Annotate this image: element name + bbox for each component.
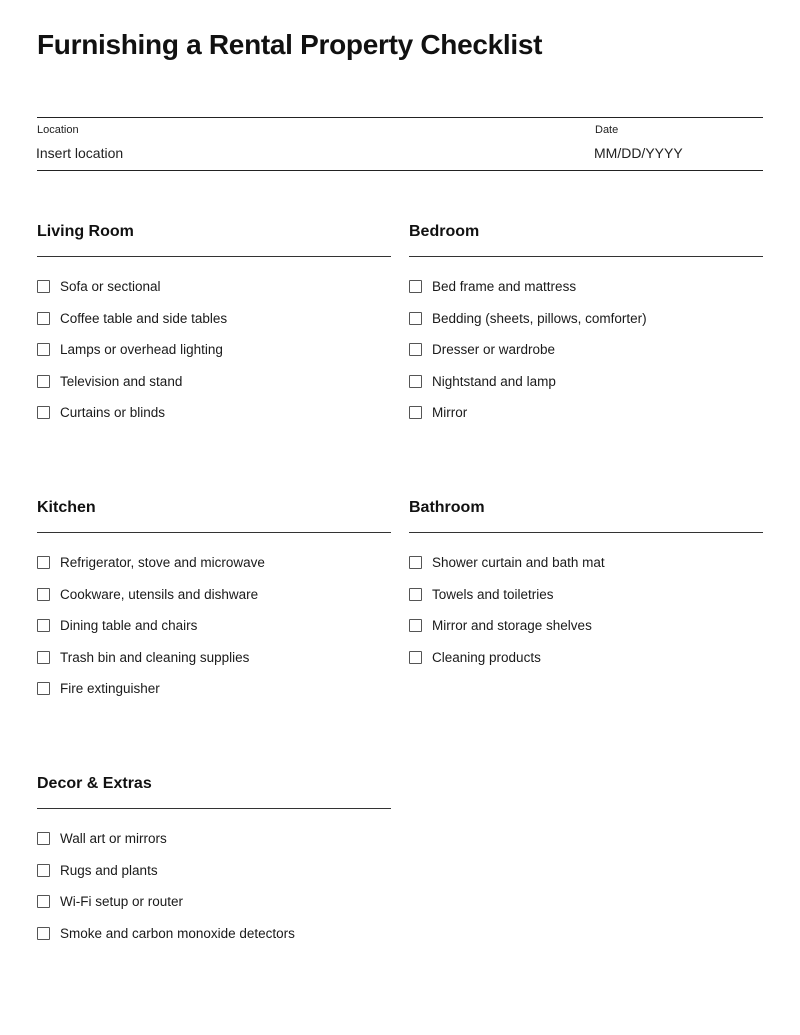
checkbox[interactable] [37, 864, 50, 877]
checklist-item-label: Television and stand [60, 373, 183, 389]
section-bathroom [409, 496, 763, 673]
checkbox[interactable] [37, 556, 50, 569]
location-label: Location [37, 124, 79, 136]
checkbox[interactable] [409, 651, 422, 664]
checkbox[interactable] [37, 927, 50, 940]
checkbox[interactable] [37, 682, 50, 695]
checklist-item [409, 334, 763, 366]
checklist-item [409, 579, 763, 611]
header-bottom-divider [37, 170, 763, 171]
section-kitchen [37, 496, 391, 705]
checklist-item [37, 642, 391, 674]
checkbox[interactable] [409, 619, 422, 632]
checkbox[interactable] [409, 343, 422, 356]
section-divider [37, 808, 391, 809]
checkbox[interactable] [409, 406, 422, 419]
checklist-item [37, 271, 391, 303]
date-label: Date [595, 124, 619, 136]
checklist-item-label: Shower curtain and bath mat [432, 555, 605, 571]
section-title: Bedroom [409, 223, 480, 240]
checklist-item-label: Mirror [432, 405, 468, 421]
checklist-item [37, 579, 391, 611]
location-field[interactable]: Insert location [36, 145, 124, 161]
section-title: Kitchen [37, 499, 96, 516]
section-title: Decor & Extras [37, 775, 152, 792]
checklist-item [409, 271, 763, 303]
checklist-item-label: Bedding (sheets, pillows, comforter) [432, 310, 647, 326]
checkbox[interactable] [409, 375, 422, 388]
checklist-item [37, 547, 391, 579]
checkbox[interactable] [409, 312, 422, 325]
checkbox[interactable] [409, 556, 422, 569]
checkbox[interactable] [37, 406, 50, 419]
checklist-item-label: Dining table and chairs [60, 618, 198, 634]
checklist-item [409, 303, 763, 335]
section-decor-extras [37, 772, 391, 949]
section-title: Bathroom [409, 499, 485, 516]
checklist-item-label: Nightstand and lamp [432, 373, 556, 389]
checklist-item-label: Sofa or sectional [60, 279, 161, 295]
checklist-item [37, 334, 391, 366]
checklist-item [409, 366, 763, 398]
checkbox[interactable] [409, 588, 422, 601]
checklist-item [409, 397, 763, 429]
checklist-item-label: Towels and toiletries [432, 586, 554, 602]
checklist-item-label: Dresser or wardrobe [432, 342, 556, 358]
checklist-item [409, 610, 763, 642]
checklist-item [37, 366, 391, 398]
section-divider [37, 256, 391, 257]
checklist-item [37, 855, 391, 887]
checklist-item-label: Cookware, utensils and dishware [60, 586, 259, 602]
checklist-item-label: Mirror and storage shelves [432, 618, 592, 634]
section-living-room [37, 220, 391, 429]
header-top-divider [37, 117, 763, 118]
checkbox[interactable] [37, 588, 50, 601]
checkbox[interactable] [409, 280, 422, 293]
checklist-item [37, 918, 391, 950]
checkbox[interactable] [37, 651, 50, 664]
checklist-item-label: Wall art or mirrors [60, 831, 167, 847]
checklist-item [37, 303, 391, 335]
checklist-item-label: Rugs and plants [60, 862, 158, 878]
checklist-item-label: Wi-Fi setup or router [60, 894, 184, 910]
checkbox[interactable] [37, 343, 50, 356]
checklist-item-label: Coffee table and side tables [60, 310, 228, 326]
checklist-item-label: Lamps or overhead lighting [60, 342, 223, 358]
checklist-item [37, 673, 391, 705]
checkbox[interactable] [37, 895, 50, 908]
checklist-item-label: Bed frame and mattress [432, 279, 577, 295]
checkbox[interactable] [37, 375, 50, 388]
checklist-item-label: Fire extinguisher [60, 681, 160, 697]
checklist-item [409, 547, 763, 579]
section-divider [409, 256, 763, 257]
checklist-item-label: Refrigerator, stove and microwave [60, 555, 265, 571]
section-title: Living Room [37, 223, 134, 240]
page-title: Furnishing a Rental Property Checklist [37, 29, 543, 60]
date-field[interactable]: MM/DD/YYYY [594, 145, 683, 161]
checklist-item-label: Cleaning products [432, 649, 541, 665]
checkbox[interactable] [37, 280, 50, 293]
section-divider [409, 532, 763, 533]
checklist-item [409, 642, 763, 674]
checklist-item-label: Curtains or blinds [60, 405, 166, 421]
checklist-item [37, 610, 391, 642]
checklist-item [37, 886, 391, 918]
checklist-item-label: Trash bin and cleaning supplies [60, 649, 250, 665]
checklist-item-label: Smoke and carbon monoxide detectors [60, 925, 295, 941]
checklist-item [37, 397, 391, 429]
checkbox[interactable] [37, 312, 50, 325]
section-bedroom [409, 220, 763, 429]
checkbox[interactable] [37, 619, 50, 632]
checkbox[interactable] [37, 832, 50, 845]
section-divider [37, 532, 391, 533]
checklist-item [37, 823, 391, 855]
